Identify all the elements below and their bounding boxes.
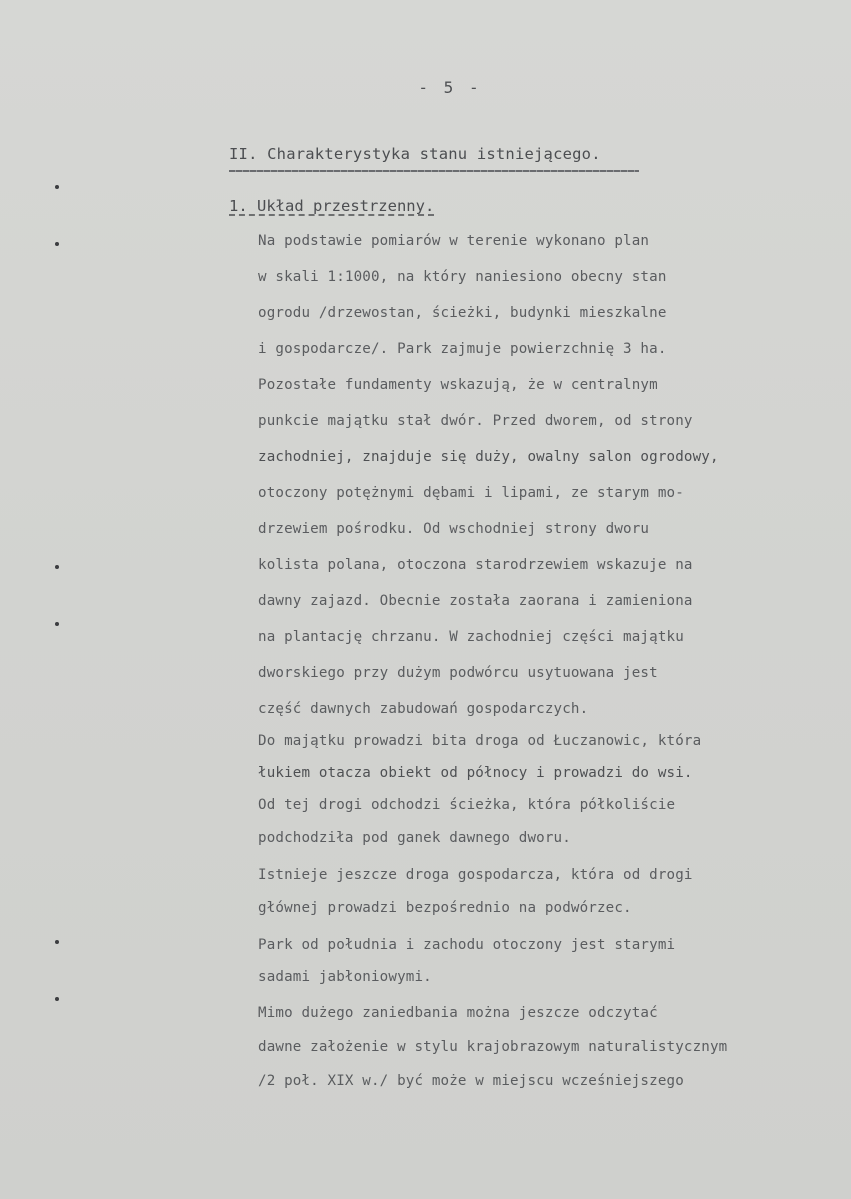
text-line: otoczony potężnymi dębami i lipami, ze starym mo- — [258, 485, 684, 501]
text-line: i gospodarcze/. Park zajmuje powierzchnię 3 ha. — [258, 341, 667, 357]
text-line: kolista polana, otoczona starodrzewiem wskazuje na — [258, 557, 693, 573]
text-line: Park od południa i zachodu otoczony jest starymi — [258, 937, 676, 953]
text-line: zachodniej, znajduje się duży, owalny salon ogrodowy, — [258, 449, 719, 465]
text-line: ogrodu /drzewostan, ścieżki, budynki mieszkalne — [258, 305, 667, 321]
text-line: drzewiem pośrodku. Od wschodniej strony dworu — [258, 521, 650, 537]
section-heading: II. Charakterystyka stanu istniejącego. — [229, 145, 601, 163]
text-line: Mimo dużego zaniedbania można jeszcze odczytać — [258, 1005, 658, 1021]
text-line: punkcie majątku stał dwór. Przed dworem, od strony — [258, 413, 693, 429]
punch-mark — [55, 997, 59, 1001]
punch-mark — [55, 185, 59, 189]
subsection-heading: 1. Układ przestrzenny. — [229, 197, 435, 215]
heading-underline — [229, 170, 639, 172]
text-line: Istnieje jeszcze droga gospodarcza, która od drogi — [258, 867, 693, 883]
text-line: na plantację chrzanu. W zachodniej części majątku — [258, 629, 684, 645]
text-line: sadami jabłoniowymi. — [258, 969, 432, 985]
text-line: Od tej drogi odchodzi ścieżka, która półkoliście — [258, 797, 676, 813]
text-line: dworskiego przy dużym podwórcu usytuowana jest — [258, 665, 658, 681]
text-line: w skali 1:1000, na który naniesiono obecny stan — [258, 269, 667, 285]
text-line: łukiem otacza obiekt od północy i prowadzi do wsi. — [258, 765, 693, 781]
page-number: - 5 - — [418, 78, 482, 97]
punch-mark — [55, 565, 59, 569]
text-line: Do majątku prowadzi bita droga od Łuczanowic, która — [258, 733, 702, 749]
punch-mark — [55, 622, 59, 626]
text-line: Pozostałe fundamenty wskazują, że w centralnym — [258, 377, 658, 393]
text-line: dawny zajazd. Obecnie została zaorana i zamieniona — [258, 593, 693, 609]
text-line: część dawnych zabudowań gospodarczych. — [258, 701, 589, 717]
punch-mark — [55, 242, 59, 246]
text-line: /2 poł. XIX w./ być może w miejscu wcześniejszego — [258, 1073, 684, 1089]
punch-mark — [55, 940, 59, 944]
text-line: podchodziła pod ganek dawnego dworu. — [258, 830, 571, 846]
text-line: głównej prowadzi bezpośrednio na podwórzec. — [258, 900, 632, 916]
text-line: Na podstawie pomiarów w terenie wykonano plan — [258, 233, 650, 249]
text-line: dawne założenie w stylu krajobrazowym naturalistycznym — [258, 1039, 728, 1055]
